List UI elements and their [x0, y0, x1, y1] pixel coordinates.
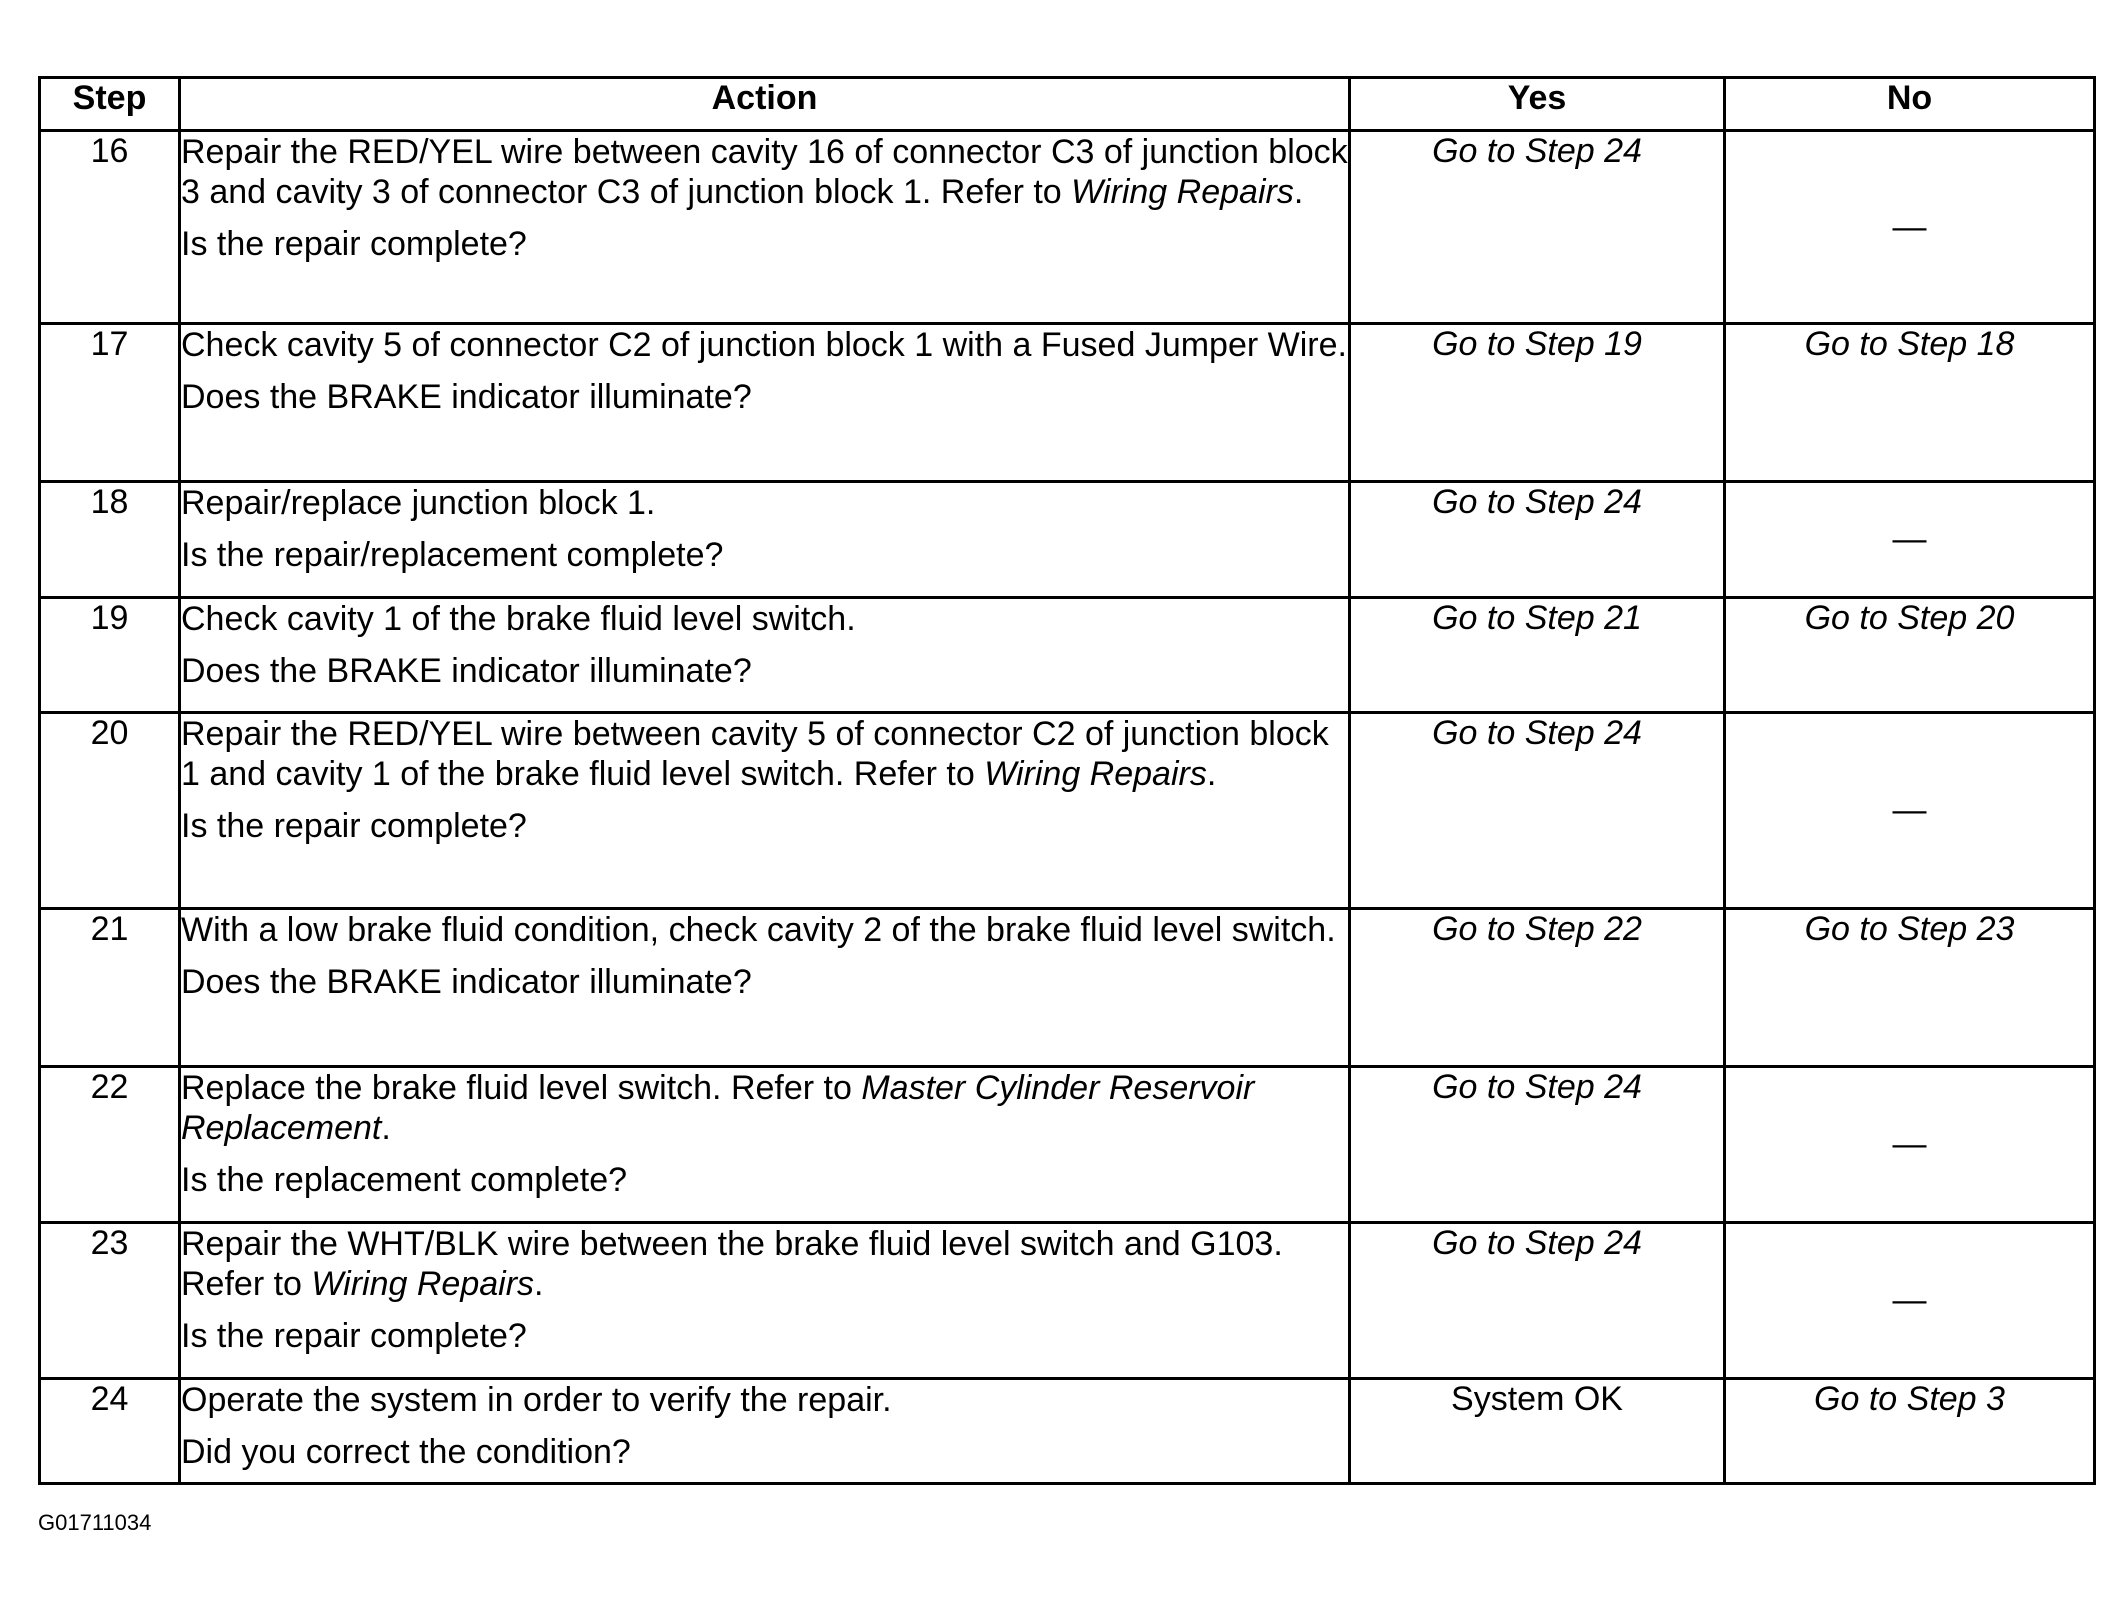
yes-result: Go to Step 24	[1432, 1068, 1642, 1106]
no-result: Go to Step 18	[1804, 325, 2015, 363]
table-row	[40, 1067, 2095, 1223]
diagnostic-table	[38, 76, 2096, 1485]
reference-link: Wiring Repairs	[984, 755, 1207, 793]
table-header-row	[40, 78, 2095, 131]
instruction-post: .	[381, 1109, 391, 1147]
yes-cell	[1350, 324, 1725, 482]
question-text: Does the BRAKE indicator illuminate?	[181, 378, 752, 416]
action-cell	[180, 482, 1350, 598]
step-number: 21	[40, 909, 180, 1067]
instruction-text	[181, 1224, 1348, 1304]
action-cell	[180, 1223, 1350, 1379]
action-cell	[180, 713, 1350, 909]
table-row	[40, 909, 2095, 1067]
yes-cell	[1350, 713, 1725, 909]
instruction-text: Repair/replace junction block 1.	[181, 484, 656, 522]
instruction-text: With a low brake fluid condition, check cavity 2 of the brake fluid level switch.	[181, 911, 1336, 949]
no-cell	[1725, 1379, 2095, 1484]
instruction-pre: Repair the RED/YEL wire between cavity 16 of connector C3 of junction block 3 and cavity 3 of connector C3 of junction block 1. Refer to	[181, 133, 1348, 211]
no-cell: —	[1725, 482, 2095, 598]
yes-cell	[1350, 482, 1725, 598]
instruction-text: Operate the system in order to verify the repair.	[181, 1381, 892, 1419]
table-row	[40, 324, 2095, 482]
header-yes: Yes	[1350, 78, 1725, 131]
question-text: Is the repair complete?	[181, 1317, 527, 1355]
instruction-pre: Replace the brake fluid level switch. Refer to	[181, 1069, 862, 1107]
step-number: 24	[40, 1379, 180, 1484]
reference-link: Wiring Repairs	[311, 1265, 535, 1303]
figure-code: G01711034	[38, 1510, 152, 1535]
instruction-post: .	[1293, 173, 1304, 211]
yes-result: System OK	[1451, 1380, 1623, 1418]
step-number: 23	[40, 1223, 180, 1379]
yes-cell	[1350, 1223, 1725, 1379]
yes-cell	[1350, 598, 1725, 713]
yes-result: Go to Step 24	[1432, 132, 1642, 170]
yes-cell	[1350, 909, 1725, 1067]
yes-result: Go to Step 24	[1432, 483, 1642, 521]
yes-cell	[1350, 1379, 1725, 1484]
step-number: 18	[40, 482, 180, 598]
instruction-text: Check cavity 5 of connector C2 of junction block 1 with a Fused Jumper Wire.	[181, 326, 1347, 364]
action-cell	[180, 131, 1350, 324]
instruction-post: .	[1206, 755, 1217, 793]
instruction-text	[181, 132, 1348, 212]
question-text: Does the BRAKE indicator illuminate?	[181, 652, 752, 690]
yes-result: Go to Step 24	[1432, 714, 1642, 752]
no-cell: —	[1725, 713, 2095, 909]
instruction-text: Check cavity 1 of the brake fluid level switch.	[181, 600, 856, 638]
yes-result: Go to Step 22	[1432, 910, 1642, 948]
header-action: Action	[180, 78, 1350, 131]
yes-result: Go to Step 24	[1432, 1224, 1642, 1262]
step-number: 19	[40, 598, 180, 713]
action-cell	[180, 1379, 1350, 1484]
header-step: Step	[40, 78, 180, 131]
question-text: Is the repair/replacement complete?	[181, 536, 724, 574]
question-text: Does the BRAKE indicator illuminate?	[181, 963, 752, 1001]
table-row	[40, 713, 2095, 909]
yes-cell	[1350, 1067, 1725, 1223]
action-cell	[180, 324, 1350, 482]
step-number: 16	[40, 131, 180, 324]
question-text: Is the repair complete?	[181, 807, 527, 845]
table-row	[40, 598, 2095, 713]
reference-link: Wiring Repairs	[1071, 173, 1294, 211]
table-row	[40, 131, 2095, 324]
reference-link: Master Cylinder Reservoir Replacement	[181, 1069, 1255, 1147]
question-text: Is the repair complete?	[181, 225, 527, 263]
instruction-post: .	[534, 1265, 544, 1303]
question-text: Did you correct the condition?	[181, 1433, 631, 1471]
yes-cell	[1350, 131, 1725, 324]
step-number: 20	[40, 713, 180, 909]
no-cell: —	[1725, 131, 2095, 324]
table-row	[40, 1223, 2095, 1379]
step-number: 22	[40, 1067, 180, 1223]
instruction-pre: Repair the WHT/BLK wire between the brake fluid level switch and G103. Refer to	[181, 1225, 1283, 1303]
action-cell	[180, 1067, 1350, 1223]
instruction-text	[181, 1068, 1348, 1148]
no-result: Go to Step 20	[1804, 599, 2015, 637]
step-number: 17	[40, 324, 180, 482]
action-cell	[180, 598, 1350, 713]
no-cell	[1725, 909, 2095, 1067]
action-cell	[180, 909, 1350, 1067]
instruction-pre: Repair the RED/YEL wire between cavity 5 of connector C2 of junction block 1 and cavity 1 of the brake fluid level switch. Refer to	[181, 715, 1329, 793]
no-cell: —	[1725, 1223, 2095, 1379]
yes-result: Go to Step 21	[1432, 599, 1642, 637]
instruction-text	[181, 714, 1348, 794]
table-row	[40, 1379, 2095, 1484]
question-text: Is the replacement complete?	[181, 1161, 628, 1199]
no-result: Go to Step 3	[1814, 1380, 2005, 1418]
no-result: Go to Step 23	[1804, 910, 2015, 948]
table-row	[40, 482, 2095, 598]
no-cell: —	[1725, 1067, 2095, 1223]
no-cell	[1725, 324, 2095, 482]
yes-result: Go to Step 19	[1432, 325, 1642, 363]
header-no: No	[1725, 78, 2095, 131]
no-cell	[1725, 598, 2095, 713]
